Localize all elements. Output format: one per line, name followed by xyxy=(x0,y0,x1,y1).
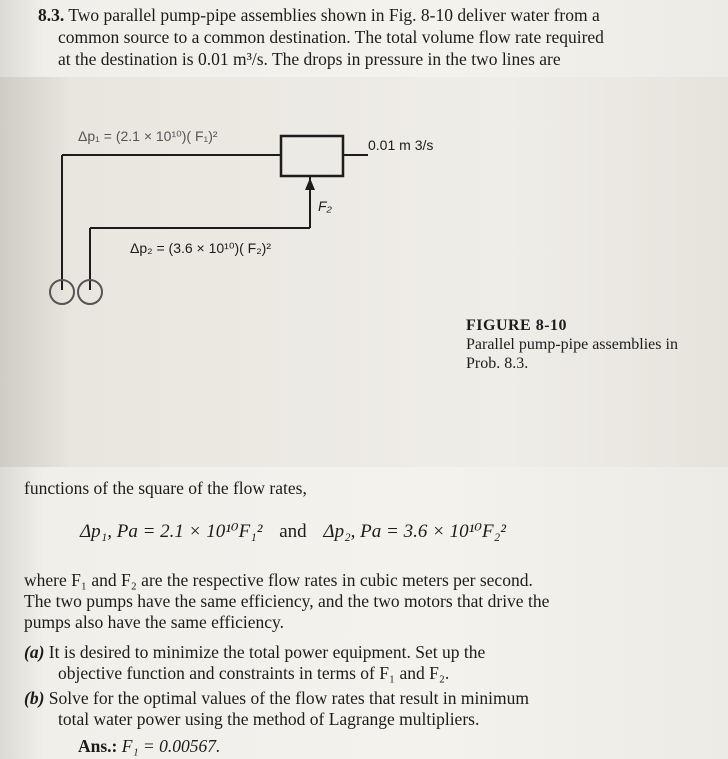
item-b-label: (b) xyxy=(24,688,45,708)
caption-title: FIGURE 8-10 xyxy=(466,317,568,334)
answer xyxy=(78,736,220,757)
caption-line1: Parallel pump-pipe assemblies in xyxy=(466,336,678,353)
equation-dp2: Δp₂, Pa = 3.6 × 10¹⁰F₂² xyxy=(323,521,506,542)
item-b-line1: Solve for the optimal values of the flow rates that result in minimum xyxy=(48,688,529,708)
item-b xyxy=(24,688,704,730)
flow-label: 0.01 m 3/s xyxy=(368,137,434,153)
destination-box xyxy=(281,136,343,176)
functions-line: functions of the square of the flow rates, xyxy=(24,478,307,498)
item-a xyxy=(24,642,704,684)
problem-number: 8.3. xyxy=(38,5,65,25)
where-line1: where F₁ and F₂ are the respective flow rates in cubic meters per second. xyxy=(24,570,533,590)
where-paragraph xyxy=(24,570,694,633)
equation-and: and xyxy=(279,521,307,542)
item-a-line1: It is desired to minimize the total power equipment. Set up the xyxy=(48,642,486,662)
f2-arrow xyxy=(305,178,315,190)
answer-value: F₁ = 0.00567. xyxy=(121,736,221,756)
dp1-label: Δp₁ = (2.1 × 10¹⁰)( F₁)² xyxy=(78,128,218,144)
pressure-equations xyxy=(80,520,506,543)
equation-dp1: Δp₁, Pa = 2.1 × 10¹⁰F₁² xyxy=(80,521,263,542)
item-a-line2: objective function and constraints in terms of F₁ and F₂. xyxy=(58,663,450,683)
problem-text-line3: at the destination is 0.01 m³/s. The drops in pressure in the two lines are xyxy=(58,49,561,69)
f2-label: F₂ xyxy=(318,198,332,214)
item-a-label: (a) xyxy=(24,642,45,662)
answer-label: Ans.: xyxy=(78,736,118,756)
dp2-label: Δp₂ = (3.6 × 10¹⁰)( F₂)² xyxy=(130,240,271,256)
problem-text-line2: common source to a common destination. The total volume flow rate required xyxy=(58,27,604,47)
caption-line2: Prob. 8.3. xyxy=(466,355,529,372)
figure-caption xyxy=(466,316,721,373)
item-b-line2: total water power using the method of Lagrange multipliers. xyxy=(58,709,480,729)
problem-text-line1: Two parallel pump-pipe assemblies shown in Fig. 8-10 deliver water from a xyxy=(68,5,600,25)
where-line2: The two pumps have the same efficiency, and the two motors that drive the xyxy=(24,591,550,611)
where-line3: pumps also have the same efficiency. xyxy=(24,612,284,632)
